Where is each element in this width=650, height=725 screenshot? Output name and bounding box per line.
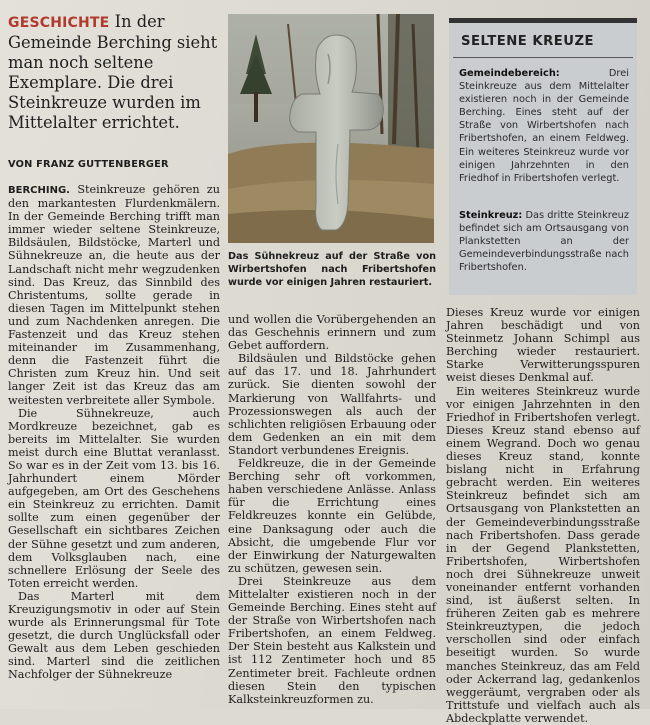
entry-label: Steinkreuz: (459, 210, 523, 221)
section-tag: GESCHICHTE (8, 15, 110, 31)
column-1 (8, 183, 220, 682)
divider (453, 57, 633, 58)
paragraph: Das Marterl mit dem Kreuzigungsmotiv in oder auf Stein wurde als Erinnerungsmal für Tote gesetzt, die durch Unglücksfall oder Gewalt aus dem Leben geschieden sind. Marterl sind die zeitlichen Nachfolger der Sühnekreuze (8, 589, 220, 682)
paragraph: Ein weiteres Steinkreuz wurde vor einigen Jahrzehnten in den Friedhof in Fribertshofen verlegt. Dieses Kreuz stand ebenso auf einem Wegrand. Doch wo genau dieses Kreuz stand, konnte bislang nicht in Erfahrung gebracht werden. Ein weiteres Steinkreuz befindet sich am Ortsausgang von Plankstetten an der Gemeindeverbindungsstraße nach Fribertshofen. Dass gerade in der Gegend Plankstetten, Fribertshofen, Wirbertshofen noch drei Sühnekreuze unweit voneinander entfernt vorhanden sind, ist äußerst selten. In früheren Zeiten gab es mehrere Steinkreuztypen, die jedoch verschollen sind oder einfach beseitigt wurden. So wurde manches Steinkreuz, das am Feld oder Ackerrand lag, gedankenlos weggeräumt, vergraben oder als Trittstufe und vielfach auch als Abdeckplatte verwendet. (446, 384, 640, 725)
byline: VON FRANZ GUTTENBERGER (8, 159, 169, 170)
paragraph: und wollen die Vorübergehenden an das Geschehnis erinnern und zum Gebet auffordern. (228, 313, 436, 353)
paragraph: Bildsäulen und Bildstöcke gehen auf das 17. und 18. Jahrhundert zurück. Sie dienten sowohl der Markierung von Wallfahrts- und Prozessionswegen als auch der schlichten religiösen Erbauung oder dem Gedenken an ein mit dem Standort verbundenes Ereignis. (228, 352, 436, 457)
info-entry-gemeindebereich: Gemeindebereich: Drei Steinkreuze aus dem Mittelalter existieren noch in der Gemeinde Berching. Eines steht auf der Straße von Wirbertshofen nach Fribertshofen, an einem Feldweg. Ein weiteres Steinkreuz wurde vor einigen Jahrzehnten in den Friedhof in Fribertshofen verlegt. (459, 68, 629, 184)
info-box (449, 18, 637, 295)
paragraph: Dieses Kreuz wurde vor einigen Jahren beschädigt und von Steinmetz Johann Schimpl aus Berching wieder restauriert. Starke Verwitterungsspuren weist dieses Denkmal auf. (446, 306, 640, 385)
entry-label: Gemeindebereich: (459, 68, 560, 79)
paragraph: Feldkreuze, die in der Gemeinde Berching sehr oft vorkommen, haben verschiedene Anlässe. Anlass für die Errichtung eines Feldkreuzes konnte ein Gelübde, eine Danksagung oder auch die Absicht, die umgebende Flur vor der Einwirkung der Naturgewalten zu schützen, gewesen sein. (228, 457, 436, 575)
column-3 (446, 306, 640, 725)
info-box-title: SELTENE KREUZE (461, 34, 595, 49)
paragraph: Die Sühnekreuze, auch Mordkreuze bezeichnet, gab es bereits im Mittelalter. Sie wurden meist durch eine Bluttat veranlasst. So war es in der Zeit vom 13. bis 16. Jahrhundert einem Mörder aufgegeben, am Ort des Geschehens ein Steinkreuz zu errichten. Damit sollte zum einen gegenüber der Gesellschaft ein sichtbares Zeichen der Sühne gesetzt und zum anderen, dem Volksglauben nach, eine schnellere Erlösung der Seele des Toten erreicht werden. (8, 406, 220, 590)
info-entry-steinkreuz: Steinkreuz: Das dritte Steinkreuz befindet sich am Ortsausgang von Plankstetten an der Gemeindeverbindungsstraße nach Fribertshofen. (459, 210, 629, 274)
photo-illustration (228, 14, 434, 243)
photo-caption: Das Sühnekreuz auf der Straße von Wirbertshofen nach Fribertshofen wurde vor einigen Jahren restauriert. (228, 251, 436, 288)
dateline: BERCHING. (8, 185, 70, 196)
paragraph: BERCHING. Steinkreuze gehören zu den markantesten Flurdenkmälern. In der Gemeinde Berching trifft man immer wieder seltene Steinkreuze, Bildsäulen, Bildstöcke, Marterl und Sühnekreuze an, die heute aus der Landschaft nicht mehr wegzudenken sind. Das Kreuz, das Sinnbild des Christentums, sollte gerade in diesen Tagen im Mittelpunkt stehen und zum Nachdenken anregen. Die Fastenzeit und das Kreuz stehen miteinander im Zusammenhang, denn die Fastenzeit führt die Christen zum Kreuz hin. Und seit langer Zeit ist das Kreuz das am weitesten verbreitete aller Symbole. (8, 183, 221, 407)
article-headline (8, 12, 220, 133)
column-2 (228, 313, 436, 706)
headline-text: In der Gemeinde Berching sieht man noch seltene Exemplare. Die drei Steinkreuze wurden im Mittelalter errichtet. (8, 12, 218, 132)
paragraph: Drei Steinkreuze aus dem Mittelalter existieren noch in der Gemeinde Berching. Eines steht auf der Straße von Wirbertshofen nach Fribertshofen, an einem Feldweg. Der Stein besteht aus Kalkstein und ist 112 Zentimeter hoch und 85 Zentimeter breit. Fachleute ordnen diesen Stein den typischen Kalksteinkreuzformen zu. (228, 574, 436, 706)
stone-cross-photo (228, 14, 434, 243)
